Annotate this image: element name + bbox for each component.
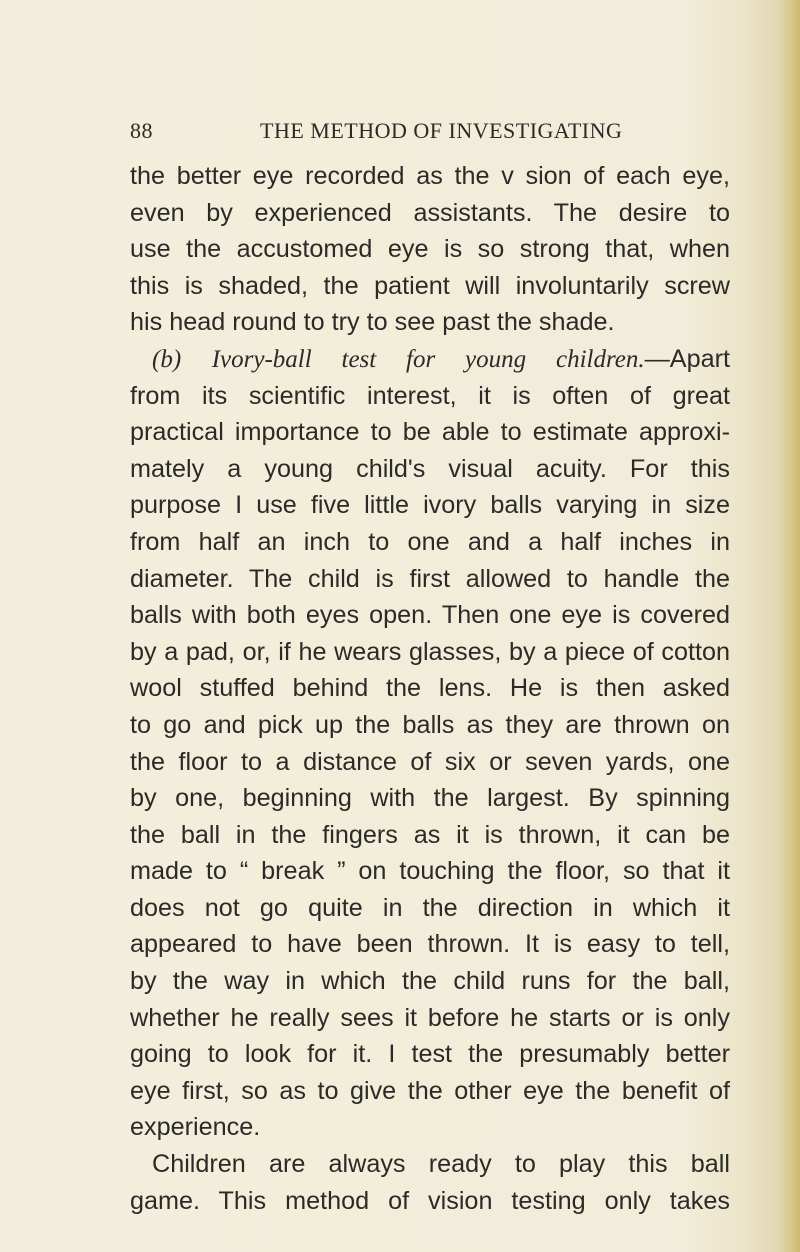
- text-line: by one, beginning with the largest. By spinning: [130, 784, 730, 813]
- text-line: Children are always ready to play this ball: [152, 1150, 730, 1179]
- text-line: to go and pick up the balls as they are thrown on: [130, 710, 730, 739]
- text-line: the ball in the fingers as it is thrown, it can be: [130, 820, 730, 849]
- text-line: made to “ break ” on touching the floor, so that it: [130, 857, 730, 886]
- text-line: practical importance to be able to estimate approxi-: [130, 418, 730, 447]
- text-line: by the way in which the child runs for the ball,: [130, 967, 730, 996]
- text-line: whether he really sees it before he starts or is only: [130, 1003, 730, 1032]
- text-line: use the accustomed eye is so strong that, when: [130, 235, 730, 264]
- text-line: appeared to have been thrown. It is easy to tell,: [130, 930, 730, 959]
- section-heading: Ivory-ball test for young children.: [211, 345, 645, 373]
- text-line: game. This method of vision testing only takes: [130, 1186, 730, 1215]
- section-lead-in: —Apart: [644, 344, 730, 373]
- running-head: [130, 118, 730, 148]
- text-line: the better eye recorded as the v sion of each eye,: [130, 162, 730, 190]
- section-marker: (b): [152, 345, 182, 373]
- running-head-title: THE METHOD OF INVESTIGATING: [260, 118, 623, 143]
- text-line: by a pad, or, if he wears glasses, by a piece of cotton: [130, 637, 730, 666]
- text-line: eye first, so as to give the other eye the benefit of: [130, 1076, 730, 1105]
- text-line: purpose I use five little ivory balls varying in size: [130, 491, 730, 520]
- text-line: the floor to a distance of six or seven yards, one: [130, 747, 730, 776]
- text-line: experience.: [130, 1113, 261, 1142]
- text-line: diameter. The child is first allowed to handle the: [130, 564, 730, 593]
- text-line: from its scientific interest, it is often of great: [130, 381, 730, 410]
- text-line: balls with both eyes open. Then one eye is covered: [130, 601, 730, 630]
- text-line: going to look for it. I test the presumably better: [130, 1040, 730, 1069]
- text-line: this is shaded, the patient will involuntarily screw: [130, 271, 730, 300]
- text-line: even by experienced assistants. The desire to: [130, 198, 730, 227]
- text-line: mately a young child's visual acuity. For this: [130, 454, 730, 483]
- text-line: wool stuffed behind the lens. He is then asked: [130, 674, 730, 703]
- text-line: from half an inch to one and a half inches in: [130, 527, 730, 556]
- body-text: [130, 158, 730, 1219]
- text-line: does not go quite in the direction in which it: [130, 893, 730, 922]
- section-b-heading-line: [130, 341, 730, 378]
- page-edge-shadow: [778, 0, 800, 1252]
- text-line: his head round to try to see past the shade.: [130, 308, 615, 337]
- page-number: 88: [130, 118, 153, 143]
